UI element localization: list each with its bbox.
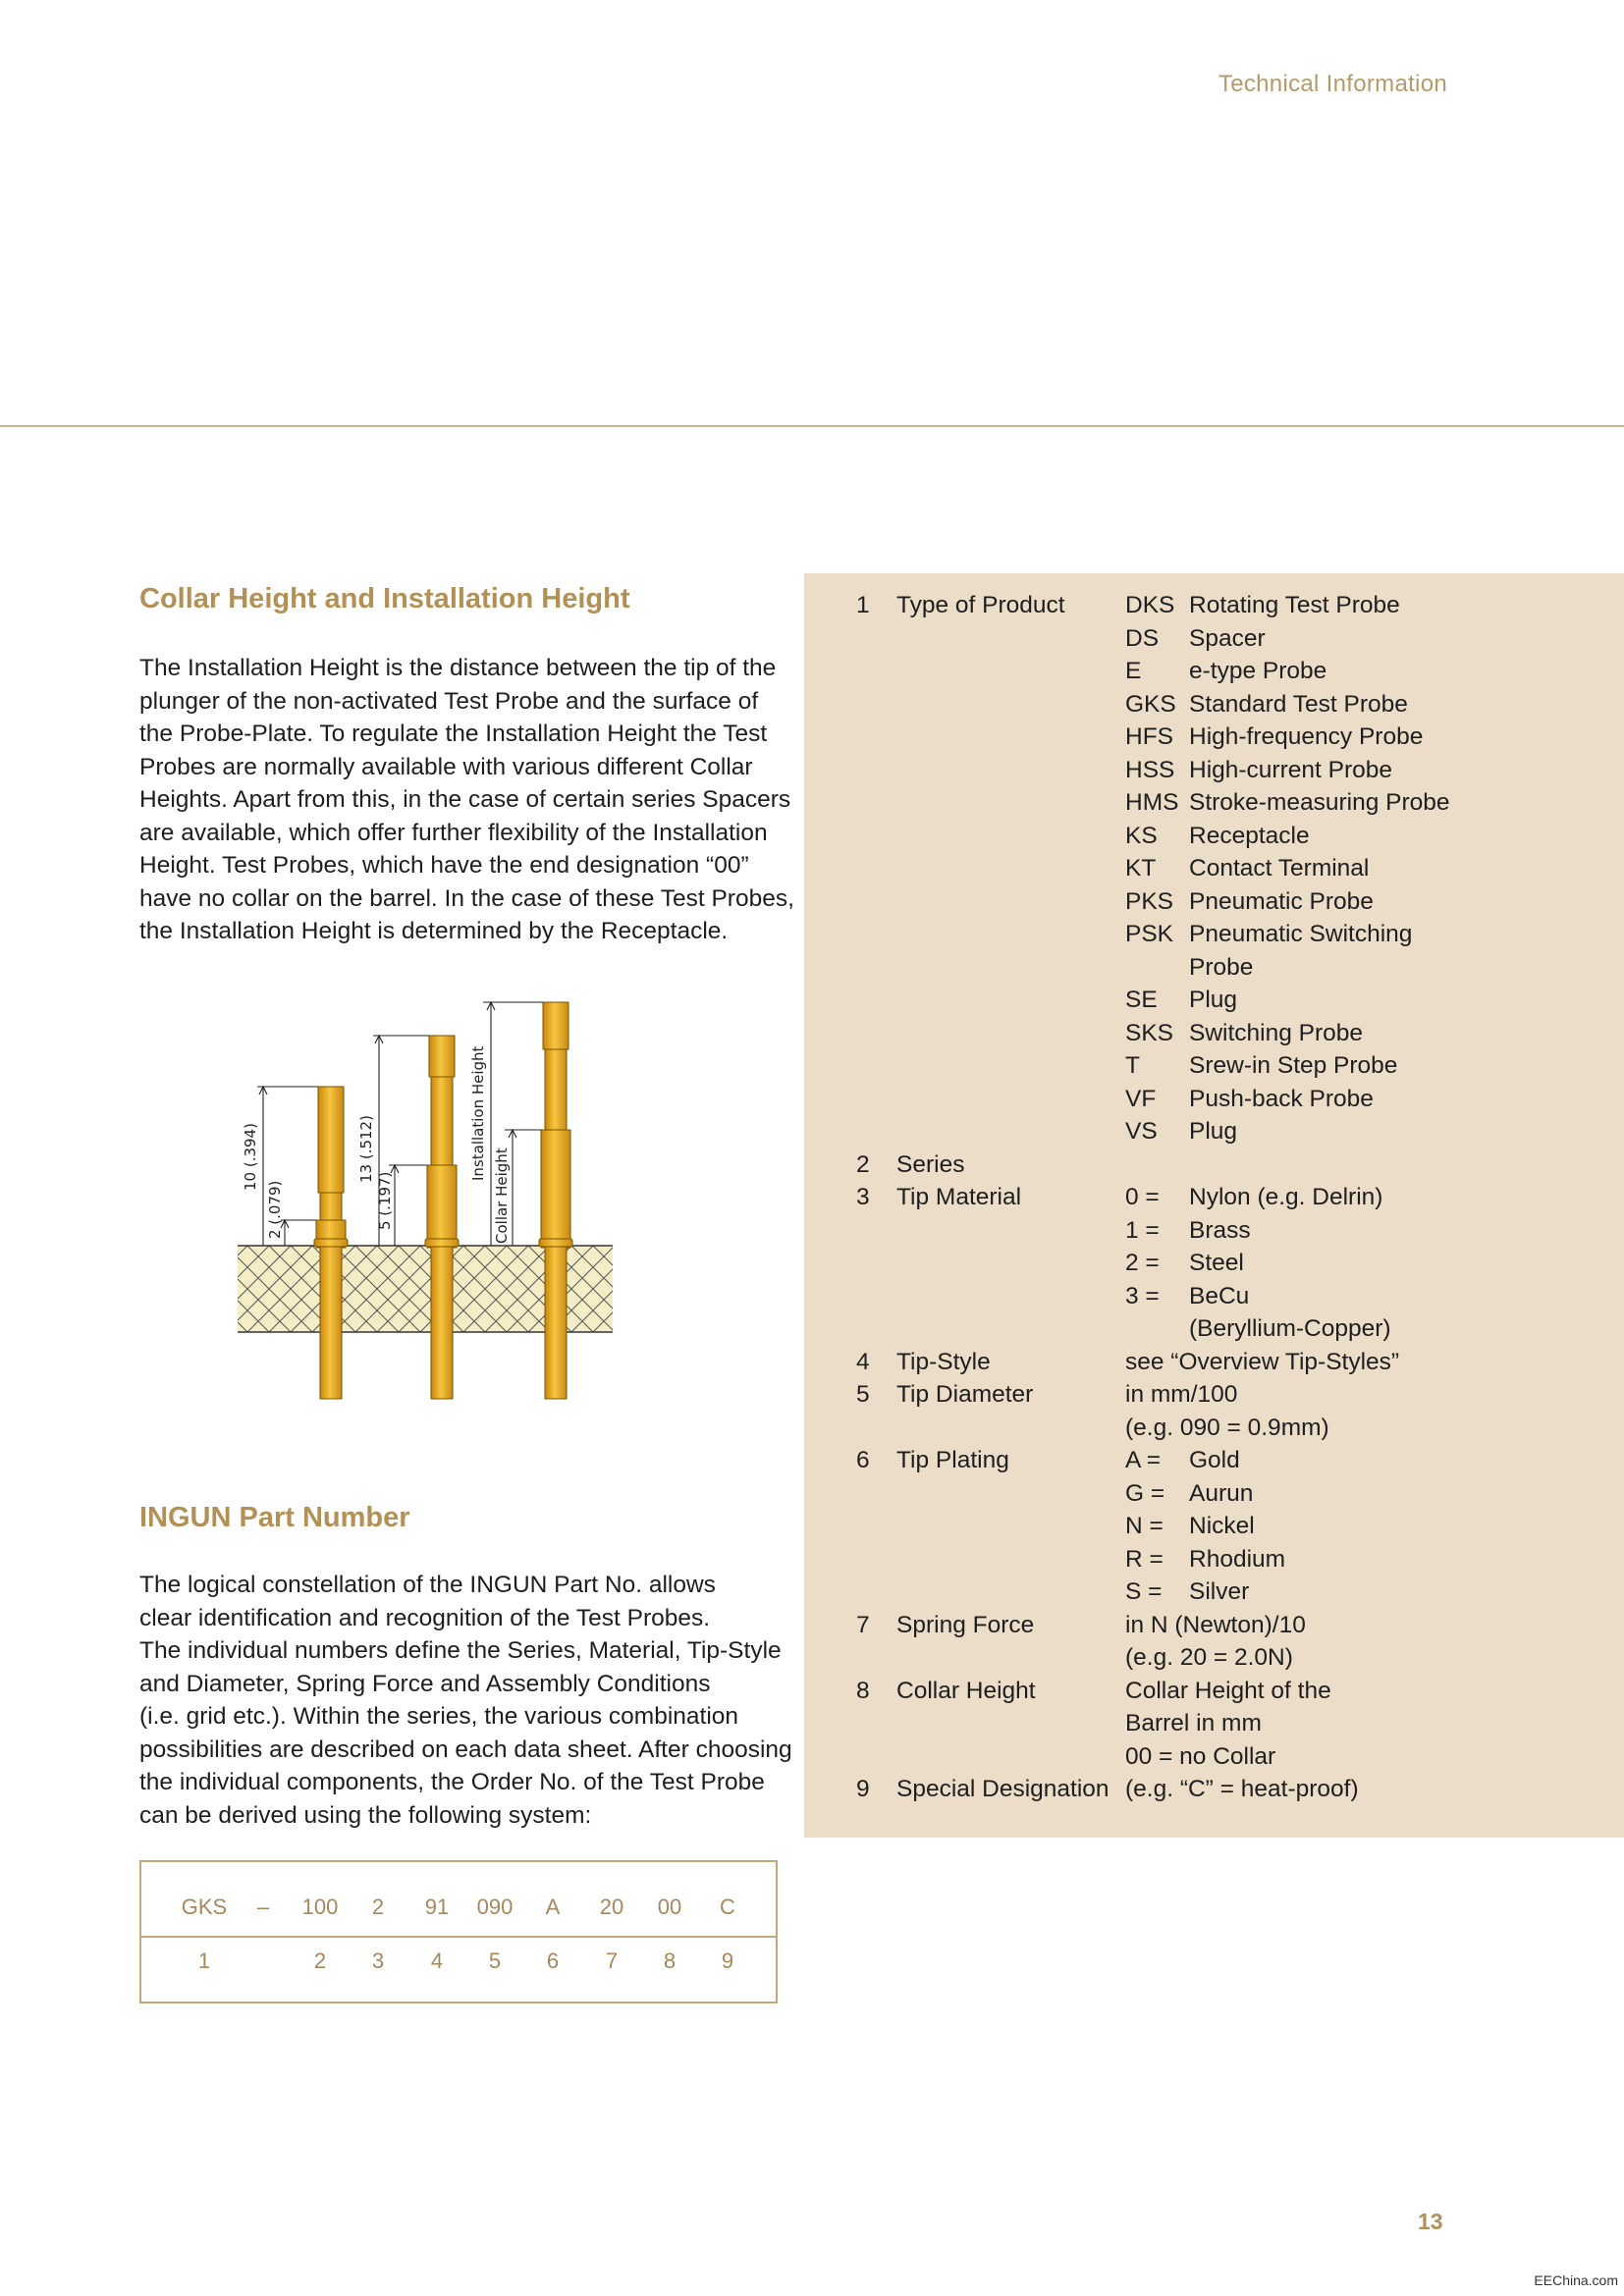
legend-description: Plug bbox=[1189, 987, 1238, 1013]
legend-code: DS bbox=[1125, 624, 1160, 652]
legend-code: T bbox=[1125, 1052, 1140, 1079]
legend-code: G = bbox=[1125, 1479, 1165, 1507]
legend-label: Spring Force bbox=[896, 1611, 1035, 1638]
legend-code: E bbox=[1125, 658, 1142, 684]
dim-label: 2 (.079) bbox=[266, 1180, 284, 1239]
legend-code: VS bbox=[1125, 1118, 1158, 1145]
legend-description: Push-back Probe bbox=[1189, 1085, 1374, 1112]
example-segment: 100 bbox=[301, 1895, 339, 1919]
example-segment: 00 bbox=[657, 1895, 682, 1919]
legend-description: Pneumatic Switching bbox=[1189, 921, 1413, 947]
legend-code: HFS bbox=[1125, 723, 1173, 750]
legend-number: 2 bbox=[856, 1150, 870, 1178]
legend-number: 3 bbox=[856, 1184, 870, 1210]
legend-number: 1 bbox=[856, 592, 870, 618]
header-rule bbox=[0, 425, 1624, 427]
legend-description: Srew-in Step Probe bbox=[1189, 1052, 1398, 1079]
legend-label: Special Designation bbox=[896, 1776, 1110, 1802]
legend-code: VF bbox=[1125, 1085, 1157, 1112]
legend-value: Collar Height of the bbox=[1125, 1677, 1331, 1704]
legend-value: 00 = no Collar bbox=[1125, 1742, 1276, 1770]
example-index: 6 bbox=[546, 1949, 560, 1973]
dim-label: 13 (.512) bbox=[357, 1115, 375, 1183]
legend-code: SE bbox=[1125, 987, 1158, 1013]
legend-label: Tip-Style bbox=[896, 1348, 991, 1375]
legend-description: High-frequency Probe bbox=[1189, 723, 1424, 750]
example-segment: 090 bbox=[476, 1895, 514, 1919]
legend-code: 0 = bbox=[1125, 1184, 1160, 1210]
receptacle-probe bbox=[539, 1002, 572, 1399]
example-segment: GKS bbox=[181, 1895, 228, 1919]
legend-label: Tip Material bbox=[896, 1184, 1022, 1210]
example-index: 5 bbox=[488, 1949, 502, 1973]
legend-value: (e.g. 20 = 2.0N) bbox=[1125, 1644, 1293, 1671]
text-line: The Installation Height is the distance between the tip of the bbox=[139, 655, 777, 681]
legend-code: S = bbox=[1125, 1578, 1163, 1605]
example-index: 9 bbox=[721, 1949, 734, 1973]
legend-description: Pneumatic Probe bbox=[1189, 887, 1374, 915]
legend-description: e-type Probe bbox=[1189, 658, 1327, 684]
test-probe bbox=[425, 1036, 459, 1399]
example-segment: 2 bbox=[371, 1895, 385, 1919]
legend-description: Plug bbox=[1189, 1118, 1238, 1145]
text-line: clear identification and recognition of the Test Probes. bbox=[139, 1604, 711, 1631]
partnumber-heading: INGUN Part Number bbox=[139, 1502, 410, 1533]
legend-number: 7 bbox=[856, 1611, 870, 1638]
legend-description: Aurun bbox=[1189, 1479, 1254, 1507]
legend-code: PSK bbox=[1125, 921, 1174, 947]
example-segment: 20 bbox=[599, 1895, 624, 1919]
example-segment: – bbox=[256, 1895, 270, 1919]
legend-number: 5 bbox=[856, 1381, 870, 1408]
legend-description: Brass bbox=[1189, 1216, 1251, 1244]
text-line: the Installation Height is determined by the Receptacle. bbox=[139, 918, 729, 944]
legend-description: Gold bbox=[1189, 1447, 1240, 1473]
legend-code: DKS bbox=[1125, 592, 1175, 618]
example-index: 1 bbox=[197, 1949, 211, 1973]
text-line: Height. Test Probes, which have the end designation “00” bbox=[139, 852, 749, 879]
dim-label: 5 (.197) bbox=[376, 1171, 394, 1230]
legend-description: Contact Terminal bbox=[1189, 855, 1370, 881]
legend-number: 4 bbox=[856, 1348, 870, 1375]
legend-label: Collar Height bbox=[896, 1677, 1036, 1704]
legend-value: Barrel in mm bbox=[1125, 1710, 1262, 1736]
example-index: 7 bbox=[605, 1949, 619, 1973]
legend-code: 3 = bbox=[1125, 1282, 1160, 1309]
collar-paragraph bbox=[139, 652, 794, 948]
legend-label: Type of Product bbox=[896, 592, 1065, 618]
legend-code: SKS bbox=[1125, 1019, 1174, 1046]
text-line: plunger of the non-activated Test Probe and the surface of bbox=[139, 687, 759, 715]
text-line: can be derived using the following system: bbox=[139, 1801, 592, 1829]
legend-description: Silver bbox=[1189, 1578, 1250, 1605]
legend-number: 6 bbox=[856, 1447, 870, 1473]
example-divider bbox=[141, 1936, 776, 1938]
text-line: the Probe-Plate. To regulate the Installation Height the Test bbox=[139, 721, 768, 747]
legend-code: KS bbox=[1125, 822, 1158, 849]
text-line: The individual numbers define the Series, Material, Tip-Style bbox=[139, 1637, 782, 1664]
legend-description: Spacer bbox=[1189, 624, 1266, 652]
legend-description: Switching Probe bbox=[1189, 1019, 1364, 1046]
dim-label: 10 (.394) bbox=[242, 1123, 259, 1191]
legend-code: HSS bbox=[1125, 756, 1175, 783]
legend-label: Series bbox=[896, 1150, 965, 1178]
legend-label: Tip Diameter bbox=[896, 1381, 1034, 1408]
installation-height-label: Installation Height bbox=[469, 1045, 487, 1181]
part-number-legend bbox=[804, 573, 1624, 1838]
legend-value: in N (Newton)/10 bbox=[1125, 1611, 1306, 1638]
legend-code: KT bbox=[1125, 855, 1157, 881]
legend-description: Receptacle bbox=[1189, 822, 1310, 849]
legend-number: 8 bbox=[856, 1677, 870, 1704]
text-line: Probes are normally available with various different Collar bbox=[139, 753, 753, 780]
legend-description: Rhodium bbox=[1189, 1545, 1286, 1573]
example-segment: 91 bbox=[424, 1895, 450, 1919]
example-segment: A bbox=[545, 1895, 561, 1919]
example-index: 4 bbox=[430, 1949, 444, 1973]
watermark: EEChina.com bbox=[1534, 2272, 1618, 2288]
legend-code: R = bbox=[1125, 1545, 1164, 1573]
legend-description: Rotating Test Probe bbox=[1189, 592, 1400, 618]
text-line: have no collar on the barrel. In the case of these Test Probes, bbox=[139, 884, 794, 912]
legend-description: Steel bbox=[1189, 1250, 1244, 1276]
legend-description: Probe bbox=[1189, 953, 1254, 981]
text-line: and Diameter, Spring Force and Assembly Conditions bbox=[139, 1670, 711, 1697]
page-number: 13 bbox=[1418, 2209, 1443, 2234]
legend-value: (e.g. 090 = 0.9mm) bbox=[1125, 1414, 1329, 1441]
example-segment: C bbox=[720, 1895, 735, 1919]
legend-description: BeCu bbox=[1189, 1282, 1250, 1309]
legend-number: 9 bbox=[856, 1776, 870, 1802]
legend-code: 1 = bbox=[1125, 1216, 1160, 1244]
text-line: are available, which offer further flexibility of the Installation bbox=[139, 819, 768, 846]
legend-code: PKS bbox=[1125, 887, 1174, 915]
probe-diagram bbox=[226, 987, 619, 1404]
legend-label: Tip Plating bbox=[896, 1447, 1009, 1473]
example-index: 8 bbox=[663, 1949, 677, 1973]
legend-description: Standard Test Probe bbox=[1189, 690, 1408, 718]
legend-value: (e.g. “C” = heat-proof) bbox=[1125, 1776, 1359, 1802]
example-index: 3 bbox=[371, 1949, 385, 1973]
legend-code: 2 = bbox=[1125, 1250, 1160, 1276]
legend-description: Nickel bbox=[1189, 1513, 1255, 1539]
legend-description: Stroke-measuring Probe bbox=[1189, 789, 1450, 816]
legend-description: Nylon (e.g. Delrin) bbox=[1189, 1184, 1383, 1210]
text-line: (i.e. grid etc.). Within the series, the various combination bbox=[139, 1703, 739, 1730]
text-line: Heights. Apart from this, in the case of certain series Spacers bbox=[139, 786, 791, 813]
text-line: possibilities are described on each data sheet. After choosing bbox=[139, 1735, 792, 1763]
legend-code: A = bbox=[1125, 1447, 1162, 1473]
legend-code: N = bbox=[1125, 1513, 1164, 1539]
part-number-example bbox=[139, 1860, 778, 2003]
text-line: the individual components, the Order No. of the Test Probe bbox=[139, 1769, 765, 1795]
legend-code: GKS bbox=[1125, 690, 1176, 718]
legend-description: (Beryllium-Copper) bbox=[1189, 1315, 1391, 1342]
partnumber-paragraph bbox=[139, 1569, 792, 1832]
test-probe bbox=[314, 1087, 348, 1399]
legend-code: HMS bbox=[1125, 789, 1179, 816]
legend-description: High-current Probe bbox=[1189, 756, 1392, 783]
section-header: Technical Information bbox=[1218, 71, 1447, 97]
legend-value: see “Overview Tip-Styles” bbox=[1125, 1348, 1400, 1375]
example-index: 2 bbox=[313, 1949, 327, 1973]
text-line: The logical constellation of the INGUN Part No. allows bbox=[139, 1572, 716, 1598]
legend-value: in mm/100 bbox=[1125, 1381, 1238, 1408]
collar-heading: Collar Height and Installation Height bbox=[139, 583, 630, 614]
collar-height-label: Collar Height bbox=[493, 1148, 511, 1244]
